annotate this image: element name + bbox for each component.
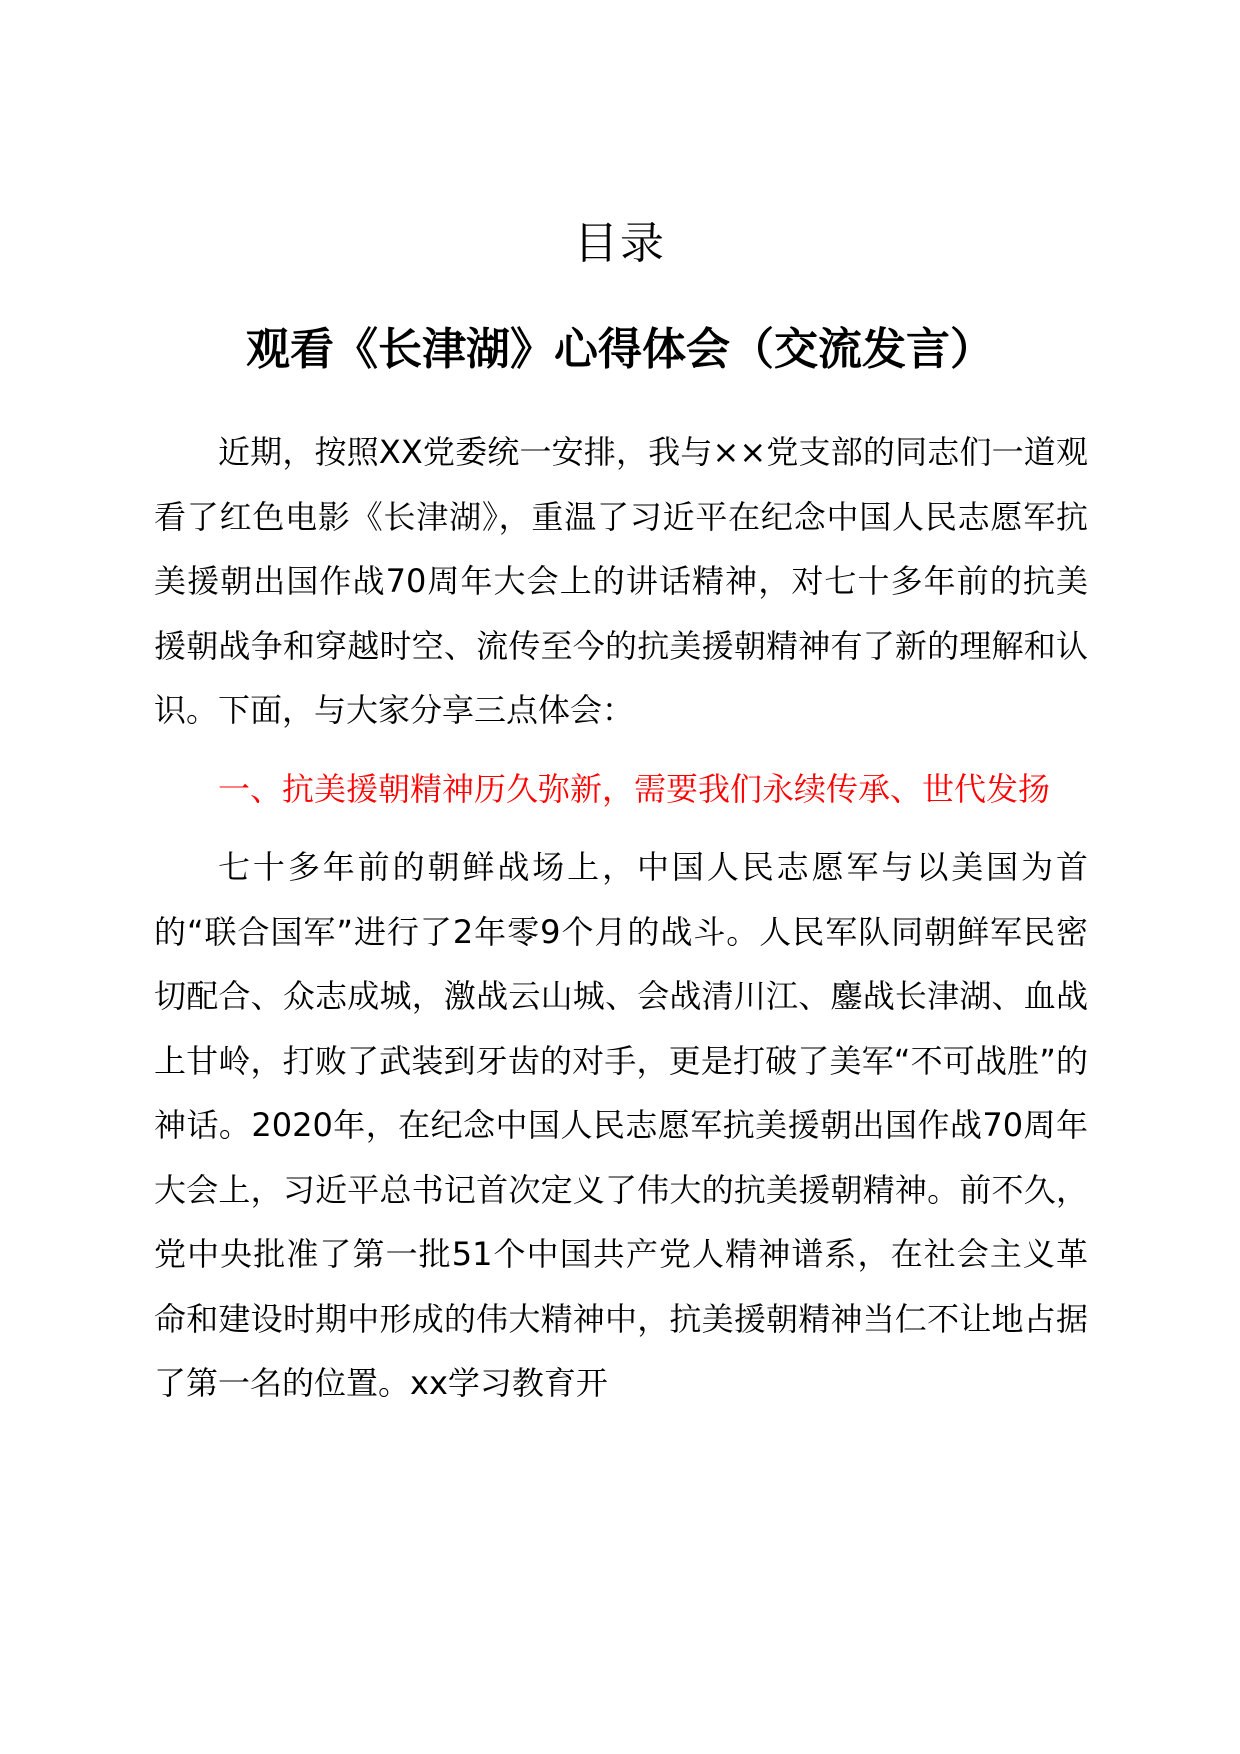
document-title: 观看《长津湖》心得体会（交流发言） xyxy=(246,324,994,375)
section-paragraph-1: 七十多年前的朝鲜战场上，中国人民志愿军与以美国为首的“联合国军”进行了2年零9个月的战斗。人民军队同朝鲜军民密切配合、众志成城，激战云山城、会战清川江、鏖战长津湖、血战上甘岭，打败了武装到牙齿的对手，更是打破了美军“不可战胜”的神话。2020年，在纪念中国人民志愿军抗美援朝出国作战70周年大会上，习近平总书记首次定义了伟大的抗美援朝精神。前不久，党中央批准了第一批51个中国共产党人精神谱系，在社会主义革命和建设时期中形成的伟大精神中，抗美援朝精神当仁不让地占据了第一名的位置。xx学习教育开 xyxy=(154,848,1088,1402)
document-body xyxy=(154,420,1088,1416)
toc-title: 目录 xyxy=(574,218,666,269)
intro-paragraph: 近期，按照XX党委统一安排，我与××党支部的同志们一道观看了红色电影《长津湖》，重温了习近平在纪念中国人民志愿军抗美援朝出国作战70周年大会上的讲话精神，对七十多年前的抗美援朝战争和穿越时空、流传至今的抗美援朝精神有了新的理解和认识。下面，与大家分享三点体会： xyxy=(154,433,1088,729)
section-heading-1: 一、抗美援朝精神历久弥新，需要我们永续传承、世代发扬 xyxy=(218,769,1051,808)
